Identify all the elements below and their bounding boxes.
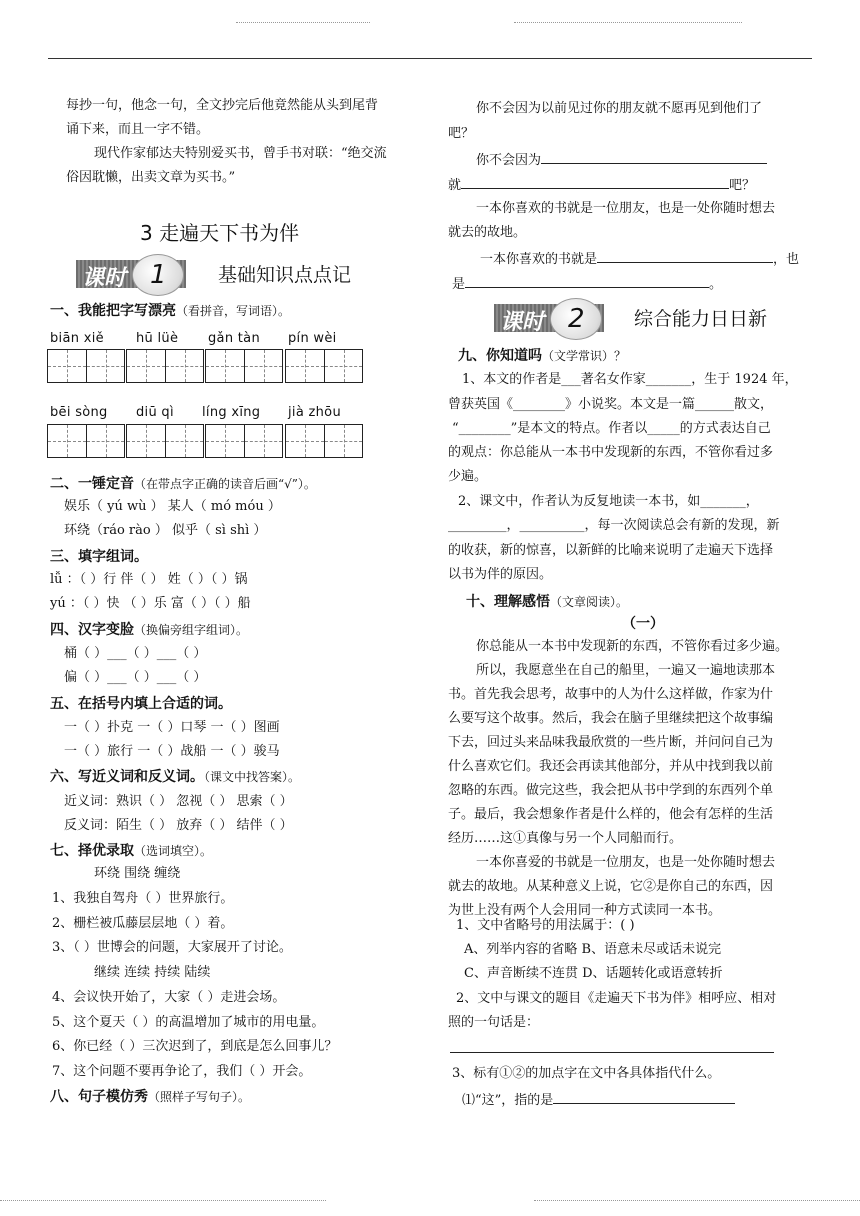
section-2-title bbox=[50, 473, 316, 493]
passage-line: 一本你喜爱的书就是一位朋友，也是一处你随时想去 bbox=[476, 855, 776, 870]
section-title-text: 四、汉字变脸 bbox=[50, 622, 134, 638]
exercise-line: 少遍。 bbox=[448, 469, 488, 484]
footer-dotline-right bbox=[534, 1200, 860, 1201]
lesson-title: 基础知识点点记 bbox=[218, 264, 352, 286]
section-title-text: 六、写近义词和反义词。 bbox=[50, 769, 204, 785]
header-dotline-left bbox=[236, 22, 370, 23]
fill-line bbox=[462, 1089, 735, 1111]
exercise-line: 4、会议快开始了，大家（ ）走进会场。 bbox=[52, 990, 286, 1005]
question-line: 照的一句话是： bbox=[448, 1015, 540, 1030]
exercise-line: 以书为伴的原因。 bbox=[448, 567, 553, 582]
lesson-label: 课时 bbox=[500, 310, 545, 335]
fill-text: 就 bbox=[448, 178, 462, 193]
lesson-number: 2 bbox=[568, 304, 585, 334]
pinyin: biān xiě bbox=[50, 331, 104, 346]
paragraph-line: 就去的故地。 bbox=[448, 225, 527, 240]
paragraph-line: 吧？ bbox=[448, 126, 475, 141]
pinyin: pín wèi bbox=[288, 331, 337, 346]
passage-line: 么要写这个故事。然后，我会在脑子里继续把这个故事编 bbox=[448, 711, 774, 726]
exercise-line: 一（ ）扑克 一（ ）口琴 一（ ）图画 bbox=[64, 720, 280, 735]
exercise-line: 近义词：熟识（ ） 忽视（ ） 思索（ ） bbox=[64, 794, 293, 809]
question-line: 3、标有①②的加点字在文中各具体指代什么。 bbox=[452, 1066, 721, 1081]
writing-box[interactable] bbox=[285, 349, 363, 383]
question-line: 1、文中省略号的用法属于：( ) bbox=[456, 918, 635, 933]
section-1-title bbox=[50, 300, 290, 320]
section-9-title bbox=[458, 345, 626, 365]
answer-blank[interactable] bbox=[465, 273, 709, 288]
section-note: （选词填空）。 bbox=[134, 844, 213, 858]
passage-line: 为世上没有两个人会用同一种方式读同一本书。 bbox=[448, 903, 722, 918]
lesson-label: 课时 bbox=[82, 266, 127, 291]
exercise-line: 桶（ ）___（ ）___（ ） bbox=[64, 646, 207, 661]
fill-line bbox=[448, 174, 755, 196]
pinyin: líng xīng bbox=[202, 405, 261, 420]
section-3-title: 三、填字组词。 bbox=[50, 549, 148, 565]
fill-text: 一本你喜欢的书就是 bbox=[480, 252, 598, 267]
fill-text: 。 bbox=[709, 277, 723, 292]
section-note: （在带点字正确的读音后画“√”）。 bbox=[134, 477, 316, 491]
word-choices: 环绕 围绕 缠绕 bbox=[94, 866, 181, 881]
pinyin: jià zhōu bbox=[288, 405, 341, 420]
exercise-line: 1、本文的作者是___著名女作家_______，生于 1924 年， bbox=[462, 372, 798, 387]
writing-box[interactable] bbox=[205, 424, 283, 458]
paragraph-line: 俗因耽懒，出卖文章为买书。” bbox=[66, 170, 236, 185]
exercise-line: yú ：（ ）快 （ ）乐 富（ ）（ ）船 bbox=[50, 596, 251, 611]
exercise-line: 2、栅栏被瓜藤层层地（ ）着。 bbox=[52, 916, 234, 931]
section-note: （换偏旁组字组词）。 bbox=[134, 623, 249, 637]
fill-text: 吧？ bbox=[729, 178, 756, 193]
section-title-text: 十、理解感悟 bbox=[466, 594, 550, 610]
passage-line: 就去的故地。从某种意义上说，它②是你自己的东西，因 bbox=[448, 879, 774, 894]
lesson-title: 综合能力日日新 bbox=[634, 308, 768, 330]
fill-line bbox=[476, 149, 767, 171]
answer-blank[interactable] bbox=[597, 248, 773, 263]
exercise-line: 7、这个问题不要再争论了，我们（ ）开会。 bbox=[52, 1064, 312, 1079]
section-10-title bbox=[466, 591, 628, 611]
lesson-number: 1 bbox=[150, 260, 167, 290]
exercise-line: 1、我独自驾舟（ ）世界旅行。 bbox=[52, 891, 234, 906]
exercise-line: 6、你已经（ ）三次迟到了，到底是怎么回事儿？ bbox=[52, 1039, 338, 1054]
pinyin: diū qì bbox=[136, 405, 174, 420]
section-note: （文学常识）？ bbox=[542, 349, 627, 363]
passage-line: 下去，回过头来品味我最欣赏的一些片断，并问问自己为 bbox=[448, 735, 774, 750]
passage-line: 你总能从一本书中发现新的东西，不管你看过多少遍。 bbox=[476, 639, 789, 654]
option-line: C、声音断续不连贯 D、话题转化或语意转折 bbox=[464, 966, 723, 981]
passage-line: 经历……这①真像与另一个人同船而行。 bbox=[448, 831, 683, 846]
paragraph-line: 现代作家郁达夫特别爱买书，曾手书对联：“绝交流 bbox=[94, 146, 387, 161]
answer-blank[interactable] bbox=[553, 1089, 735, 1104]
section-title-text: 二、一锤定音 bbox=[50, 476, 134, 492]
footer-dotline-left bbox=[0, 1200, 326, 1201]
section-8-title bbox=[50, 1086, 250, 1106]
passage-line: 子。最后，我会想象作者是什么样的，他会有怎样的生活 bbox=[448, 807, 774, 822]
passage-number: （一） bbox=[622, 616, 664, 632]
exercise-line: 反义词：陌生（ ） 放弃（ ） 结伴（ ） bbox=[64, 818, 293, 833]
writing-box[interactable] bbox=[126, 349, 204, 383]
section-6-title bbox=[50, 766, 300, 786]
writing-box[interactable] bbox=[47, 349, 125, 383]
section-4-title bbox=[50, 619, 248, 639]
section-title-text: 八、句子模仿秀 bbox=[50, 1089, 148, 1105]
section-note: （课文中找答案）。 bbox=[204, 770, 301, 784]
passage-line: 书。首先我会思考，故事中的人为什么这样做，作家为什 bbox=[448, 687, 774, 702]
paragraph-line: 你不会因为以前见过你的朋友就不愿再见到他们了 bbox=[476, 101, 763, 116]
exercise-line: 偏（ ）___（ ）___（ ） bbox=[64, 670, 207, 685]
exercise-line: 曾获英国《________》小说奖。本文是一篇______散文， bbox=[448, 397, 774, 412]
pinyin: hū lüè bbox=[136, 331, 179, 346]
section-5-title: 五、在括号内填上合适的词。 bbox=[50, 696, 232, 712]
writing-box[interactable] bbox=[47, 424, 125, 458]
passage-line: 忽略的东西。做完这些，我会把从书中学到的东西列个单 bbox=[448, 783, 774, 798]
word-choices: 继续 连续 持续 陆续 bbox=[94, 965, 211, 980]
fill-text: ⑴“这”，指的是 bbox=[462, 1093, 554, 1108]
exercise-line: lǚ ：（ ）行 伴（ ） 姓（ ）（ ）锅 bbox=[50, 572, 248, 587]
passage-line: 所以，我愿意坐在自己的船里，一遍又一遍地读那本 bbox=[476, 663, 776, 678]
writing-box[interactable] bbox=[126, 424, 204, 458]
passage-line: 什么喜欢它们。我还会再读其他部分，并从中找到我以前 bbox=[448, 759, 774, 774]
answer-blank[interactable] bbox=[541, 149, 767, 164]
exercise-line: 的收获，新的惊喜，以新鲜的比喻来说明了走遍天下选择 bbox=[448, 543, 774, 558]
exercise-line: 3、（ ）世博会的问题，大家展开了讨论。 bbox=[52, 940, 292, 955]
exercise-line: “________”是本文的特点。作者以_____的方式表达自己 bbox=[452, 421, 771, 436]
question-line: 2、文中与课文的题目《走遍天下书为伴》相呼应、相对 bbox=[456, 991, 777, 1006]
answer-line[interactable] bbox=[450, 1052, 774, 1053]
exercise-line: _________，__________，每一次阅读总会有新的发现，新 bbox=[448, 518, 780, 533]
exercise-line: 的观点：你总能从一本书中发现新的东西，不管你看过多 bbox=[448, 445, 774, 460]
paragraph-line: 诵下来，而且一字不错。 bbox=[66, 122, 210, 137]
paragraph-line: 每抄一句，他念一句，全文抄完后他竟然能从头到尾背 bbox=[66, 98, 379, 113]
header-dotline-right bbox=[514, 22, 742, 23]
section-title-text: 七、择优录取 bbox=[50, 843, 134, 859]
fill-line bbox=[452, 273, 722, 295]
lesson-1-banner bbox=[76, 254, 376, 292]
option-line: A、列举内容的省略 B、语意未尽或话未说完 bbox=[464, 942, 722, 957]
paragraph-line: 一本你喜欢的书就是一位朋友，也是一处你随时想去 bbox=[476, 201, 776, 216]
fill-text: 你不会因为 bbox=[476, 153, 542, 168]
lesson-2-banner bbox=[494, 298, 794, 336]
pinyin: bēi sòng bbox=[50, 405, 108, 420]
section-title-text: 九、你知道吗 bbox=[458, 348, 542, 364]
exercise-line: 娱乐（ yú wù ） 某人（ mó móu ） bbox=[64, 499, 281, 514]
writing-box[interactable] bbox=[205, 349, 283, 383]
writing-box[interactable] bbox=[285, 424, 363, 458]
section-note: （文章阅读）。 bbox=[550, 595, 629, 609]
fill-line bbox=[480, 248, 799, 270]
exercise-line: 一（ ）旅行 一（ ）战船 一（ ）骏马 bbox=[64, 744, 280, 759]
section-note: （照样子写句子）。 bbox=[148, 1090, 251, 1104]
fill-text: 是 bbox=[452, 277, 466, 292]
exercise-line: 2、课文中，作者认为反复地读一本书，如_______， bbox=[458, 494, 759, 509]
chapter-title: 3 走遍天下书为伴 bbox=[140, 221, 300, 245]
section-note: （看拼音，写词语）。 bbox=[176, 304, 291, 318]
exercise-line: 5、这个夏天（ ）的高温增加了城市的用电量。 bbox=[52, 1015, 325, 1030]
answer-blank[interactable] bbox=[461, 174, 729, 189]
pinyin: gǎn tàn bbox=[208, 331, 260, 346]
fill-text: ，也 bbox=[773, 252, 800, 267]
section-title-text: 一、我能把字写漂亮 bbox=[50, 303, 176, 319]
exercise-line: 环绕（ráo rào ） 似乎（ sì shì ） bbox=[64, 523, 267, 538]
header-rule bbox=[48, 58, 812, 59]
section-7-title bbox=[50, 840, 212, 860]
